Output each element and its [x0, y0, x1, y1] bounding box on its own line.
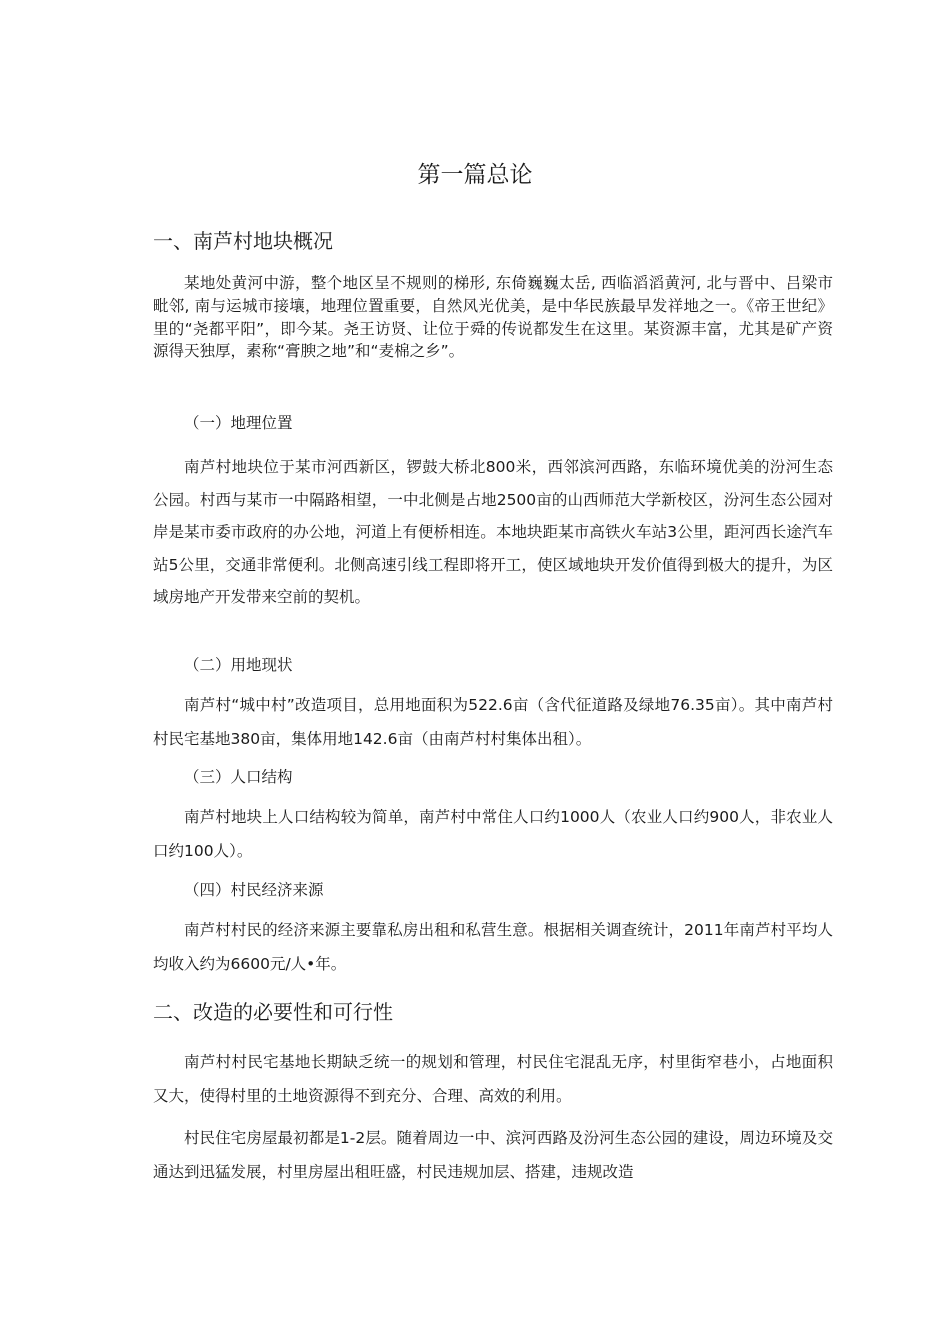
paragraph-land-status: 南芦村“城中村”改造项目，总用地面积为522.6亩（含代征道路及绿地76.35亩）。其中南芦村村民宅基地380亩，集体用地142.6亩（由南芦村村集体出租）。 — [153, 696, 833, 748]
paragraph-income: 南芦村村民的经济来源主要靠私房出租和私营生意。根据相关调查统计，2011年南芦村平均人均收入约为6600元/人•年。 — [153, 921, 833, 973]
paragraph-population: 南芦村地块上人口结构较为简单，南芦村中常住人口约1000人（农业人口约900人，非农业人口约100人）。 — [153, 808, 833, 860]
section-heading-necessity: 二、改造的必要性和可行性 — [153, 1000, 393, 1024]
paragraph-intro: 某地处黄河中游，整个地区呈不规则的梯形, 东倚巍巍太岳, 西临滔滔黄河, 北与晋中、吕梁市毗邻, 南与运城市接壤，地理位置重要，自然风光优美，是中华民族最早发祥地之一。《帝王世纪》里的“尧都平阳”，即今某。尧王访贤、让位于舜的传说都发生在这里。某资源丰富，尤其是矿产资源得天独厚，素称“膏腴之地”和“麦棉之乡”。 — [153, 274, 833, 361]
subheading-location: （一）地理位置 — [184, 414, 293, 432]
document-title: 第一篇总论 — [417, 162, 533, 188]
subheading-population: （三）人口结构 — [184, 768, 293, 786]
section-heading-overview: 一、南芦村地块概况 — [153, 229, 333, 253]
paragraph-location: 南芦村地块位于某市河西新区，锣鼓大桥北800米，西邻滨河西路，东临环境优美的汾河生态公园。村西与某市一中隔路相望，一中北侧是占地2500亩的山西师范大学新校区，汾河生态公园对岸是某市委市政府的办公地，河道上有便桥相连。本地块距某市高铁火车站3公里，距河西长途汽车站5公里，交通非常便利。北侧高速引线工程即将开工，使区域地块开发价值得到极大的提升，为区域房地产开发带来空前的契机。 — [153, 458, 833, 606]
paragraph-necessity-2: 村民住宅房屋最初都是1-2层。随着周边一中、滨河西路及汾河生态公园的建设，周边环境及交通达到迅猛发展，村里房屋出租旺盛，村民违规加层、搭建，违规改造 — [153, 1129, 833, 1181]
subheading-income: （四）村民经济来源 — [184, 881, 324, 899]
paragraph-necessity-1: 南芦村村民宅基地长期缺乏统一的规划和管理，村民住宅混乱无序，村里街窄巷小，占地面积又大，使得村里的土地资源得不到充分、合理、高效的利用。 — [153, 1053, 833, 1105]
subheading-land-status: （二）用地现状 — [184, 656, 293, 674]
